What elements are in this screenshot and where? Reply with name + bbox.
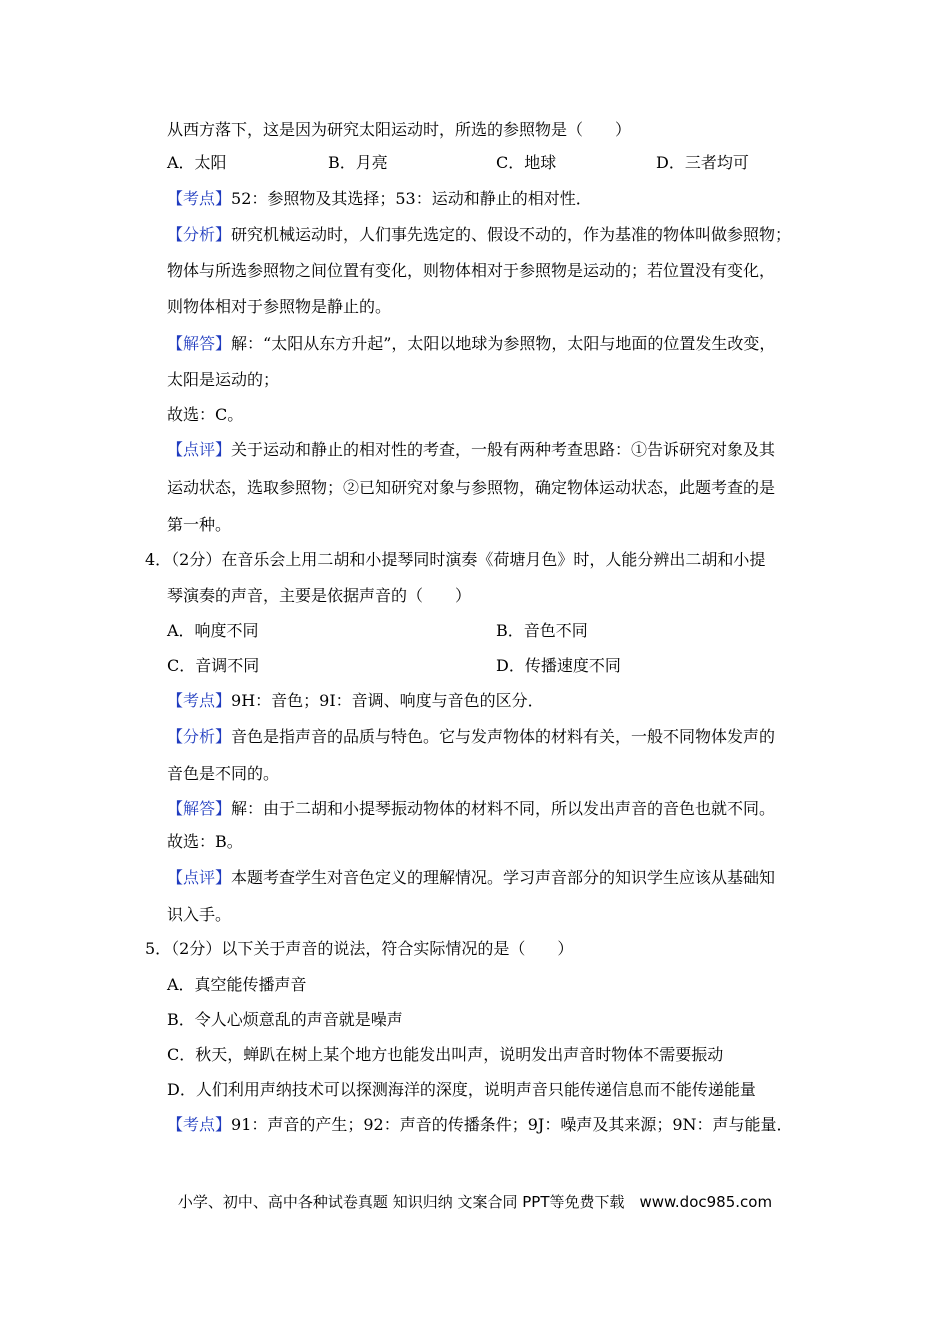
q3-stem-tail: 从西方落下，这是因为研究太阳运动时，所选的参照物是（ ） (167, 120, 632, 139)
q4-fenxi (167, 727, 775, 747)
kaodian-text: 91：声音的产生；92：声音的传播条件；9J：噪声及其来源；9N：声与能量． (231, 1115, 793, 1134)
kaodian-tag: 【考点】 (167, 691, 232, 710)
q3-option-c: C．地球 (496, 153, 557, 172)
fenxi-text: 研究机械运动时，人们事先选定的、假设不动的，作为基准的物体叫做参照物； (231, 225, 792, 244)
q3-dianping (167, 440, 775, 460)
dianping-tag: 【点评】 (167, 868, 232, 887)
q3-jieda (167, 334, 775, 354)
q4-stem: 4．（2分）在音乐会上用二胡和小提琴同时演奏《荷塘月色》时，人能分辨出二胡和小提 (145, 550, 766, 569)
q4-dianping-line: 识入手。 (167, 905, 232, 924)
q4-fenxi-line: 音色是不同的。 (167, 764, 280, 783)
q3-dianping-line: 运动状态，选取参照物；②已知研究对象与参照物，确定物体运动状态，此题考查的是 (167, 478, 776, 497)
fenxi-tag: 【分析】 (167, 727, 232, 746)
q3-fenxi-line: 则物体相对于参照物是静止的。 (167, 297, 392, 316)
q5-option-c: C．秋天，蝉趴在树上某个地方也能发出叫声，说明发出声音时物体不需要振动 (167, 1045, 724, 1064)
q5-option-a: A．真空能传播声音 (167, 975, 307, 994)
q4-dianping (167, 868, 775, 888)
q3-answer: 故选：C。 (167, 405, 244, 424)
q3-jieda-line: 太阳是运动的； (167, 370, 280, 389)
q4-kaodian (167, 691, 544, 711)
fenxi-tag: 【分析】 (167, 225, 232, 244)
kaodian-text: 52：参照物及其选择；53：运动和静止的相对性． (231, 189, 592, 208)
q5-kaodian (167, 1115, 793, 1135)
kaodian-tag: 【考点】 (167, 1115, 232, 1134)
fenxi-text: 音色是指声音的品质与特色。它与发声物体的材料有关，一般不同物体发声的 (231, 727, 776, 746)
jieda-tag: 【解答】 (167, 334, 232, 353)
q4-option-b: B．音色不同 (496, 621, 588, 640)
dianping-text: 本题考查学生对音色定义的理解情况。学习声音部分的知识学生应该从基础知 (231, 868, 776, 887)
dianping-text: 关于运动和静止的相对性的考查，一般有两种考查思路：①告诉研究对象及其 (231, 440, 776, 459)
dianping-tag: 【点评】 (167, 440, 232, 459)
jieda-text: 解：由于二胡和小提琴振动物体的材料不同，所以发出声音的音色也就不同。 (231, 799, 776, 818)
q3-fenxi-line: 物体与所选参照物之间位置有变化，则物体相对于参照物是运动的；若位置没有变化， (167, 261, 776, 280)
jieda-text: 解：“太阳从东方升起”，太阳以地球为参照物，太阳与地面的位置发生改变， (231, 334, 776, 353)
q4-option-d: D．传播速度不同 (496, 656, 621, 675)
q4-option-c: C．音调不同 (167, 656, 260, 675)
kaodian-tag: 【考点】 (167, 189, 232, 208)
q3-fenxi (167, 225, 791, 245)
kaodian-text: 9H：音色；9I：音调、响度与音色的区分． (231, 691, 544, 710)
q5-stem: 5．（2分）以下关于声音的说法，符合实际情况的是（ ） (145, 939, 574, 958)
q3-option-d: D．三者均可 (656, 153, 749, 172)
q4-stem-line: 琴演奏的声音，主要是依据声音的（ ） (167, 586, 472, 605)
q3-dianping-line: 第一种。 (167, 515, 232, 534)
q4-answer: 故选：B。 (167, 832, 243, 851)
q3-option-a: A．太阳 (167, 153, 227, 172)
jieda-tag: 【解答】 (167, 799, 232, 818)
q5-option-b: B．令人心烦意乱的声音就是噪声 (167, 1010, 403, 1029)
q4-jieda (167, 799, 775, 819)
q5-option-d: D．人们利用声纳技术可以探测海洋的深度，说明声音只能传递信息而不能传递能量 (167, 1080, 756, 1099)
q3-option-b: B．月亮 (328, 153, 388, 172)
q3-kaodian (167, 189, 592, 209)
page-footer: 小学、初中、高中各种试卷真题 知识归纳 文案合同 PPT等免费下载 www.doc985.com (177, 1193, 773, 1211)
q4-option-a: A．响度不同 (167, 621, 259, 640)
